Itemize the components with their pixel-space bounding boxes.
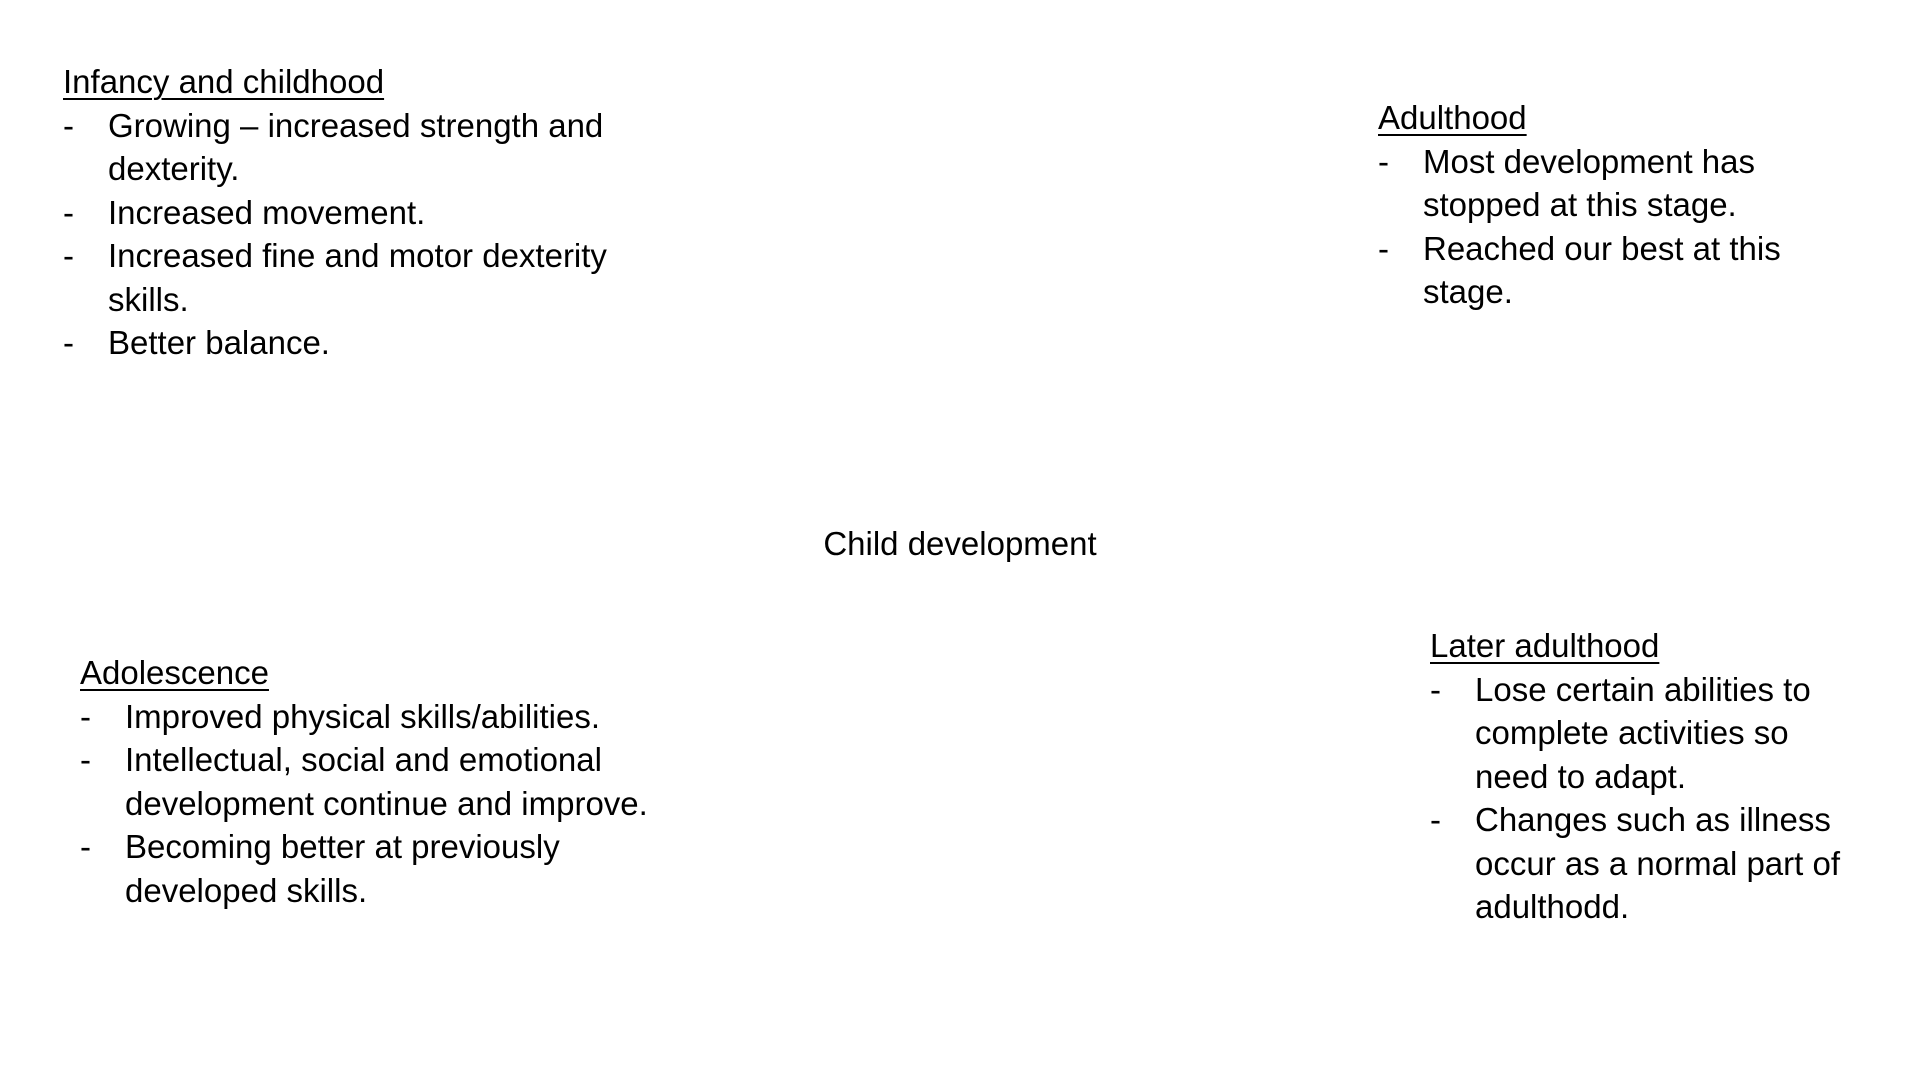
list-item: - Increased fine and motor dexterity skills. [63, 234, 663, 321]
list-item: - Most development has stopped at this stage. [1378, 140, 1818, 227]
section-adulthood [1378, 96, 1818, 314]
list-item: - Improved physical skills/abilities. [80, 695, 680, 739]
section-later-adulthood [1430, 624, 1850, 929]
list-item: - Reached our best at this stage. [1378, 227, 1818, 314]
center-title: Child development [823, 525, 1097, 562]
bullet-list [1378, 140, 1818, 314]
list-item: - Changes such as illness occur as a normal part of adulthodd. [1430, 798, 1850, 929]
list-item: - Growing – increased strength and dexterity. [63, 104, 663, 191]
bullet-list [63, 104, 663, 365]
list-item: - Intellectual, social and emotional development continue and improve. [80, 738, 680, 825]
section-heading: Adulthood [1378, 99, 1527, 136]
section-heading: Infancy and childhood [63, 63, 385, 100]
section-heading: Adolescence [80, 654, 269, 691]
section-infancy-and-childhood [63, 60, 663, 365]
bullet-list [80, 695, 680, 913]
section-adolescence [80, 651, 680, 912]
section-heading: Later adulthood [1430, 627, 1660, 664]
bullet-list [1430, 668, 1850, 929]
list-item: - Becoming better at previously developed skills. [80, 825, 680, 912]
list-item: - Increased movement. [63, 191, 663, 235]
list-item: - Lose certain abilities to complete activities so need to adapt. [1430, 668, 1850, 799]
list-item: - Better balance. [63, 321, 663, 365]
